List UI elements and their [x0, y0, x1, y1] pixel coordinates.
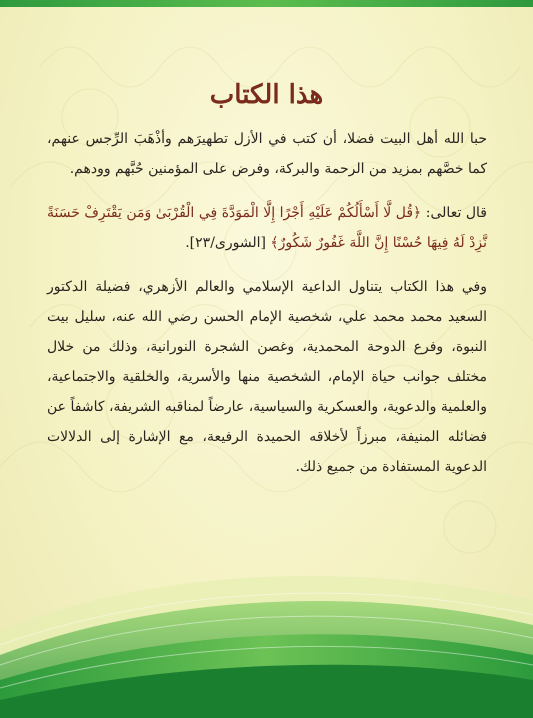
page-title: هذا الكتاب: [209, 80, 324, 110]
paragraph-description: وفي هذا الكتاب يتناول الداعية الإسلامي والعالم الأزهري، فضيلة الدكتور السعيد محمد محمد علي، شخصية الإمام الحسن رضي الله عنه، سليل بيت النبوة، وفرع الدوحة المحمدية، وغصن الشجرة النورانية، وذلك من خلال مختلف جوانب حياة الإمام، الشخصية منها والأسرية، والخلقية والاجتماعية، والعلمية والدعوية، والعسكرية والسياسية، عارضاً لمناقبه الشريفة، كاشفاً عن فضائله المنيفة، مبرزاً لأخلاقه الحميدة الرفيعة، مع الإشارة إلى الدلالات الدعوية المستفادة من جميع ذلك.: [47, 279, 487, 475]
bottom-green-swoosh: [0, 560, 533, 718]
quran-verse: ﴿قُل لَّا أَسْأَلُكُمْ عَلَيْهِ أَجْرًا إِلَّا الْمَوَدَّةَ فِي الْقُرْبَىٰ وَمَن يَقْتَرِفْ حَسَنَةً نَّزِدْ لَهُ فِيهَا حُسْنًا إِنَّ اللَّهَ غَفُورٌ شَكُورٌ﴾: [47, 205, 487, 251]
verse-reference: [الشورى/٢٣].: [185, 235, 271, 251]
verse-intro: قال تعالى:: [421, 205, 487, 221]
paragraph-verse: [47, 198, 487, 258]
content-body: [47, 124, 487, 496]
paragraph-intro: حبا الله أهل البيت فضلا، أن كتب في الأزل تطهيرَهم وأذْهَبَ الرِّجس عنهم، كما خصَّهم بمزيد من الرحمة والبركة، وفرض على المؤمنين حُبَّهم وودهم.: [47, 131, 487, 177]
top-green-bar: [0, 0, 533, 7]
